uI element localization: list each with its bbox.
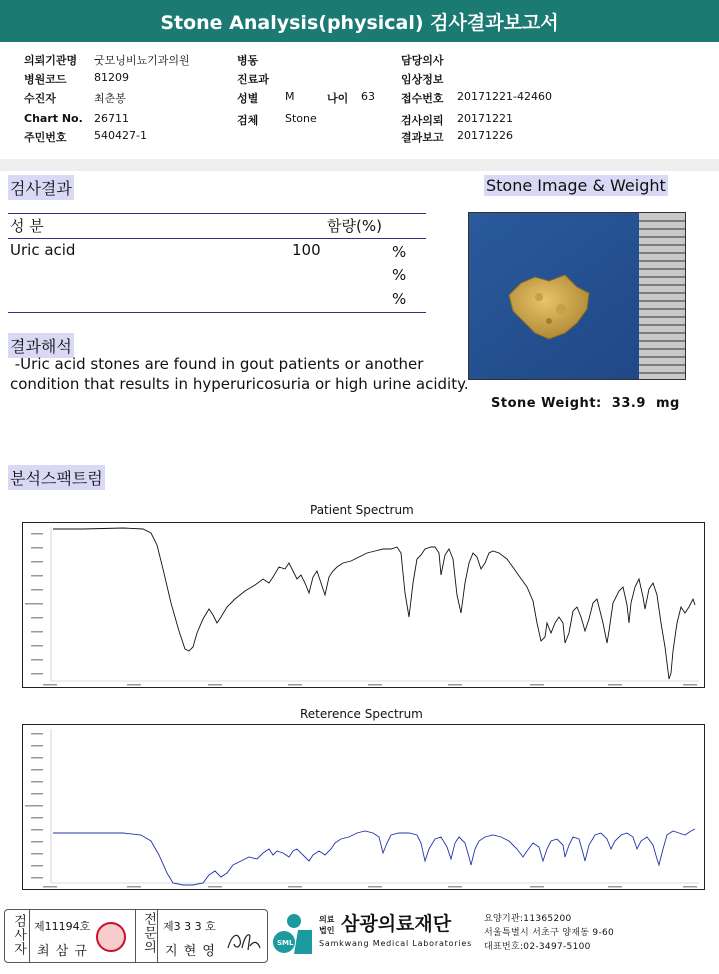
- inspector-no: 제11194호: [34, 920, 91, 933]
- org-english: Samkwang Medical Laboratories: [319, 939, 473, 948]
- org-code: 요양기관:11365200: [484, 914, 572, 924]
- info-age: [327, 90, 375, 106]
- info-value: Stone: [285, 112, 317, 125]
- section-separator: [0, 159, 719, 171]
- info-value: 20171221: [457, 112, 513, 125]
- info-value: 26711: [94, 112, 129, 125]
- signature-icon: [224, 926, 264, 956]
- patient-spectrum-title: Patient Spectrum: [310, 503, 414, 517]
- result-unit: %: [392, 266, 407, 284]
- info-value: 굿모닝비뇨기과의원: [94, 54, 190, 67]
- info-label: 병동: [237, 54, 259, 67]
- seal-icon: [96, 922, 126, 952]
- info-col3: [401, 52, 601, 148]
- org-logo: [272, 912, 314, 958]
- org-prefix-bottom: 법인: [319, 926, 335, 935]
- interpretation-line: -Uric acid stones are found in gout patients or another: [10, 355, 424, 373]
- info-value: 최춘봉: [94, 92, 126, 105]
- divider: [135, 910, 136, 962]
- result-value: 100: [292, 241, 321, 259]
- col-content-header: 함량(%): [327, 217, 382, 235]
- info-value: M: [285, 90, 295, 103]
- report-title: Stone Analysis(physical) 검사결과보고서: [0, 0, 719, 42]
- result-unit: %: [392, 243, 407, 261]
- info-label: 의뢰기관명: [24, 54, 78, 67]
- inspector-name: 최 삼 규: [37, 944, 88, 959]
- stone-title: Stone Image & Weight: [486, 176, 666, 195]
- patient-spectrum-graphic: [23, 523, 704, 687]
- org-prefix-top: 의료: [319, 915, 335, 924]
- org-contact: [484, 912, 614, 954]
- table-bottom-line: [8, 312, 426, 313]
- info-value: 63: [361, 90, 375, 103]
- org-address: 서울특별시 서초구 양재동 9-60: [484, 928, 615, 938]
- info-label: 나이: [327, 92, 349, 105]
- result-unit: %: [392, 290, 407, 308]
- sml-logo-icon: [272, 912, 314, 958]
- org-name: 삼광의료재단: [341, 913, 452, 935]
- org-phone: 대표번호:02-3497-5100: [484, 942, 591, 952]
- info-label: 결과보고: [401, 131, 444, 144]
- info-label: 검체: [237, 114, 259, 127]
- spectrum-title: 분석스팩트럼: [8, 465, 105, 490]
- info-label: 담당의사: [401, 54, 444, 67]
- reference-spectrum-graphic: [23, 725, 704, 889]
- stone-weight-value: 33.9: [611, 396, 646, 411]
- table-header-line: [8, 238, 426, 239]
- info-col1: [24, 52, 234, 148]
- stone-weight-label: Stone Weight:: [491, 396, 602, 411]
- info-label: 주민번호: [24, 131, 67, 144]
- interpretation-line: condition that results in hyperuricosuria or high urine acidity.: [10, 375, 469, 393]
- col-component-header: 성 분: [10, 217, 44, 235]
- info-value: 81209: [94, 71, 129, 84]
- signature-box: [4, 909, 268, 963]
- info-value: 20171226: [457, 129, 513, 142]
- reference-spectrum-title: Reterence Spectrum: [300, 707, 423, 721]
- info-label: 수진자: [24, 92, 56, 105]
- reviewer-label: 전문의: [141, 912, 156, 954]
- divider: [29, 910, 30, 962]
- info-label: 성별: [237, 92, 259, 105]
- results-title: 검사결과: [8, 175, 74, 200]
- reviewer-name: 지 현 영: [165, 944, 216, 959]
- info-label: 병원코드: [24, 73, 67, 86]
- info-value: 540427-1: [94, 129, 147, 142]
- reference-spectrum-chart: [22, 724, 705, 890]
- divider: [157, 910, 158, 962]
- info-value: 20171221-42460: [457, 90, 552, 103]
- info-label: 진료과: [237, 73, 269, 86]
- interpretation-title: 결과해석: [8, 333, 74, 358]
- patient-spectrum-chart: [22, 522, 705, 688]
- info-label: 검사의뢰: [401, 114, 444, 127]
- info-label: 임상정보: [401, 73, 444, 86]
- result-component: Uric acid: [10, 241, 76, 259]
- stone-photo: [468, 212, 686, 380]
- stone-photo-graphic: [469, 213, 685, 379]
- info-label: 접수번호: [401, 92, 444, 105]
- stone-weight: [491, 396, 680, 411]
- org-prefix: [319, 914, 334, 936]
- info-label: Chart No.: [24, 112, 83, 125]
- stone-weight-unit: mg: [655, 396, 680, 411]
- logo-text: SML: [277, 939, 294, 947]
- table-top-line: [8, 213, 426, 214]
- reviewer-no: 제3 3 3 호: [163, 920, 216, 933]
- inspector-label: 검사자: [11, 914, 26, 956]
